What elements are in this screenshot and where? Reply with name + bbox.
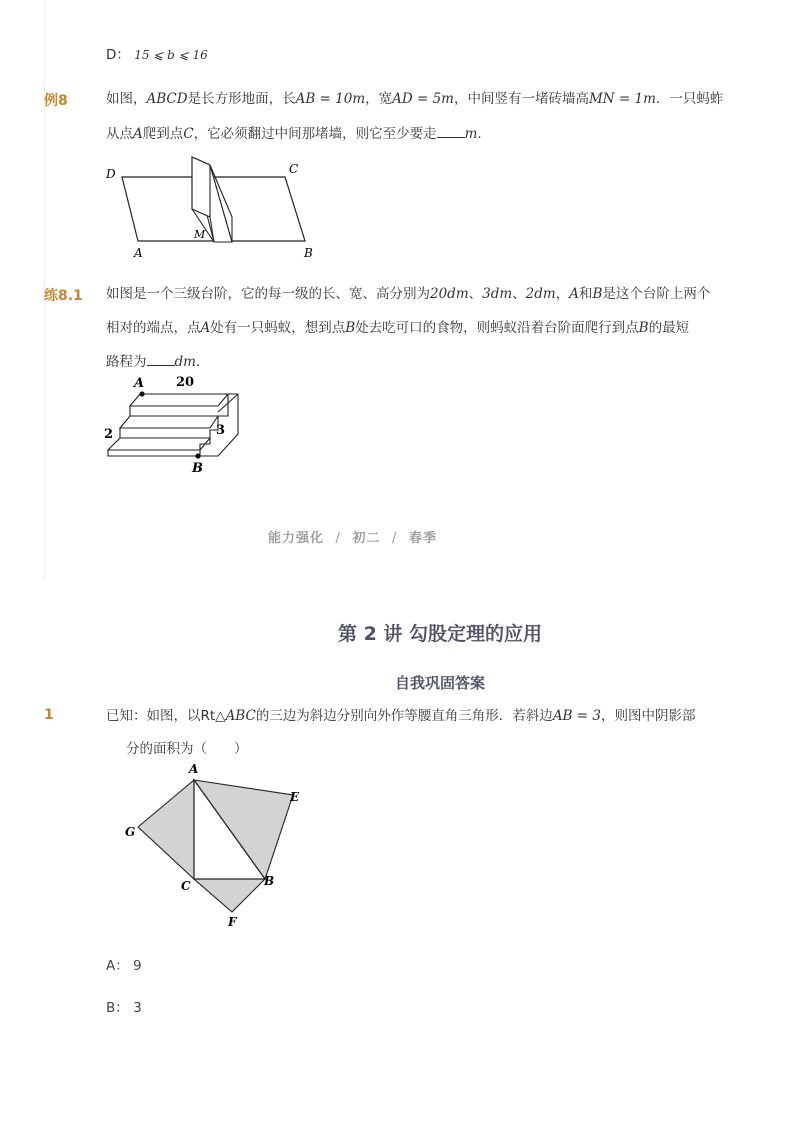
point-b-dot xyxy=(195,453,200,458)
math-run: AB = 3 xyxy=(552,708,601,724)
math-run: AB = 10m xyxy=(295,91,366,107)
text-run: 路程为 xyxy=(106,354,147,370)
text-run: 如图是一个三级台阶，它的每一级的长、宽、高分别为 xyxy=(106,286,430,302)
math-run: A xyxy=(569,286,579,302)
shaded-triangle-bcf xyxy=(194,879,265,912)
option-letter: B： xyxy=(106,1000,129,1016)
option-b[interactable] xyxy=(106,996,142,1016)
footer-separator: / xyxy=(335,531,341,546)
stairs-edge xyxy=(120,428,210,438)
question-1-line-2: 分的面积为（ ） xyxy=(126,741,248,757)
text-run: ，则图中阴影部 xyxy=(600,708,696,724)
label-length: 20 xyxy=(176,375,195,390)
text-run: 相对的端点，点 xyxy=(106,320,201,336)
stairs-figure xyxy=(100,372,260,482)
text-run: ，它必须翻过中间那堵墙，则它至少要走 xyxy=(193,126,437,142)
label-e: E xyxy=(290,790,300,804)
math-run: ABCD xyxy=(146,91,188,107)
text-run: ，宽 xyxy=(365,91,393,107)
footer-separator: / xyxy=(392,531,398,546)
stairs-edge xyxy=(108,438,200,450)
wall-top-face xyxy=(192,157,210,217)
text-run: 从点 xyxy=(106,126,133,142)
section-title: 自我巩固答案 xyxy=(394,674,485,692)
label-width: 3 xyxy=(216,423,226,438)
label-f: F xyxy=(228,915,237,929)
example-8-line-1 xyxy=(106,89,723,109)
example-8-line-2 xyxy=(106,123,491,144)
text-run: ．一只蚂蚱 xyxy=(655,91,724,107)
text-run: 是这个台阶上两个 xyxy=(602,286,711,302)
answer-blank xyxy=(147,351,175,366)
math-run: B xyxy=(592,286,603,302)
footer-course: 能力强化 xyxy=(268,531,325,546)
page-footer xyxy=(268,527,437,546)
text-run: 、 xyxy=(512,286,526,302)
text-run: ， xyxy=(555,286,570,302)
math-run: B xyxy=(345,320,356,336)
practice-8-1-label: 练8.1 xyxy=(44,288,83,304)
label-a: A xyxy=(134,246,143,260)
text-run: 的三边为斜边分别向外作等腰直角三角形．若斜边 xyxy=(255,708,553,724)
text-run: 和 xyxy=(578,286,593,302)
shaded-triangle-acg xyxy=(138,780,194,879)
label-g: G xyxy=(125,825,136,839)
label-c: C xyxy=(181,879,191,893)
label-height: 2 xyxy=(104,427,114,442)
question-1-number: 1 xyxy=(44,707,54,723)
stairs-edge xyxy=(120,416,210,428)
math-run: AD = 5m xyxy=(392,91,454,107)
text-run: 处有一只蚂蚁，想到点 xyxy=(210,320,346,336)
footer-term: 春季 xyxy=(408,531,437,546)
math-run: C xyxy=(183,126,194,142)
practice-8-1-line-3 xyxy=(106,351,209,372)
math-run: A xyxy=(133,126,143,142)
label-b: B xyxy=(304,246,313,260)
math-run: A xyxy=(200,320,211,336)
text-run: ，中间竖有一堵砖墙高 xyxy=(453,91,589,107)
answer-blank xyxy=(437,123,465,138)
triangles-figure xyxy=(118,758,318,933)
label-d: D xyxy=(106,167,116,181)
stairs-edge xyxy=(130,406,218,416)
stairs-edge xyxy=(108,450,200,456)
label-b: B xyxy=(192,461,203,476)
math-run: ABC xyxy=(225,708,256,724)
math-run: 20dm xyxy=(430,286,469,302)
math-run: 3dm xyxy=(482,286,513,302)
label-c: C xyxy=(289,162,299,176)
math-run: MN = 1m xyxy=(588,91,656,107)
math-run: 2dm xyxy=(525,286,556,302)
wall-figure xyxy=(100,145,330,265)
practice-8-1-line-2 xyxy=(106,318,689,338)
prev-option-d xyxy=(106,45,208,65)
math-run: B xyxy=(638,320,649,336)
text-run: ． xyxy=(195,354,210,370)
option-letter: D： xyxy=(106,47,130,63)
lecture-title: 第 2 讲 勾股定理的应用 xyxy=(337,623,543,645)
text-run: 已知：如图，以Rt△ xyxy=(106,708,226,724)
text-run: 如图， xyxy=(106,91,147,107)
label-b: B xyxy=(264,874,275,888)
text-run: 处去吃可口的食物，则蚂蚁沿着台阶面爬行到点 xyxy=(355,320,639,336)
question-1-line-1 xyxy=(106,706,695,726)
math-run: dm xyxy=(174,354,196,370)
practice-8-1-line-1 xyxy=(106,284,710,304)
label-a: A xyxy=(134,376,145,391)
text-run: 爬到点 xyxy=(142,126,184,142)
text-run: 的最短 xyxy=(648,320,690,336)
option-a[interactable] xyxy=(106,954,142,974)
example-8-label: 例8 xyxy=(44,93,68,109)
option-value: 15 ⩽ b ⩽ 16 xyxy=(134,48,208,62)
label-m: M xyxy=(194,228,206,241)
footer-grade: 初二 xyxy=(352,531,381,546)
option-value: 3 xyxy=(133,1000,142,1016)
option-value: 9 xyxy=(133,958,142,974)
text-run: 、 xyxy=(468,286,483,302)
math-run: m xyxy=(464,126,478,142)
text-run: 是长方形地面，长 xyxy=(187,91,296,107)
option-letter: A： xyxy=(106,958,129,974)
label-a: A xyxy=(189,762,199,776)
text-run: ． xyxy=(477,126,491,142)
point-a-dot xyxy=(139,391,144,396)
